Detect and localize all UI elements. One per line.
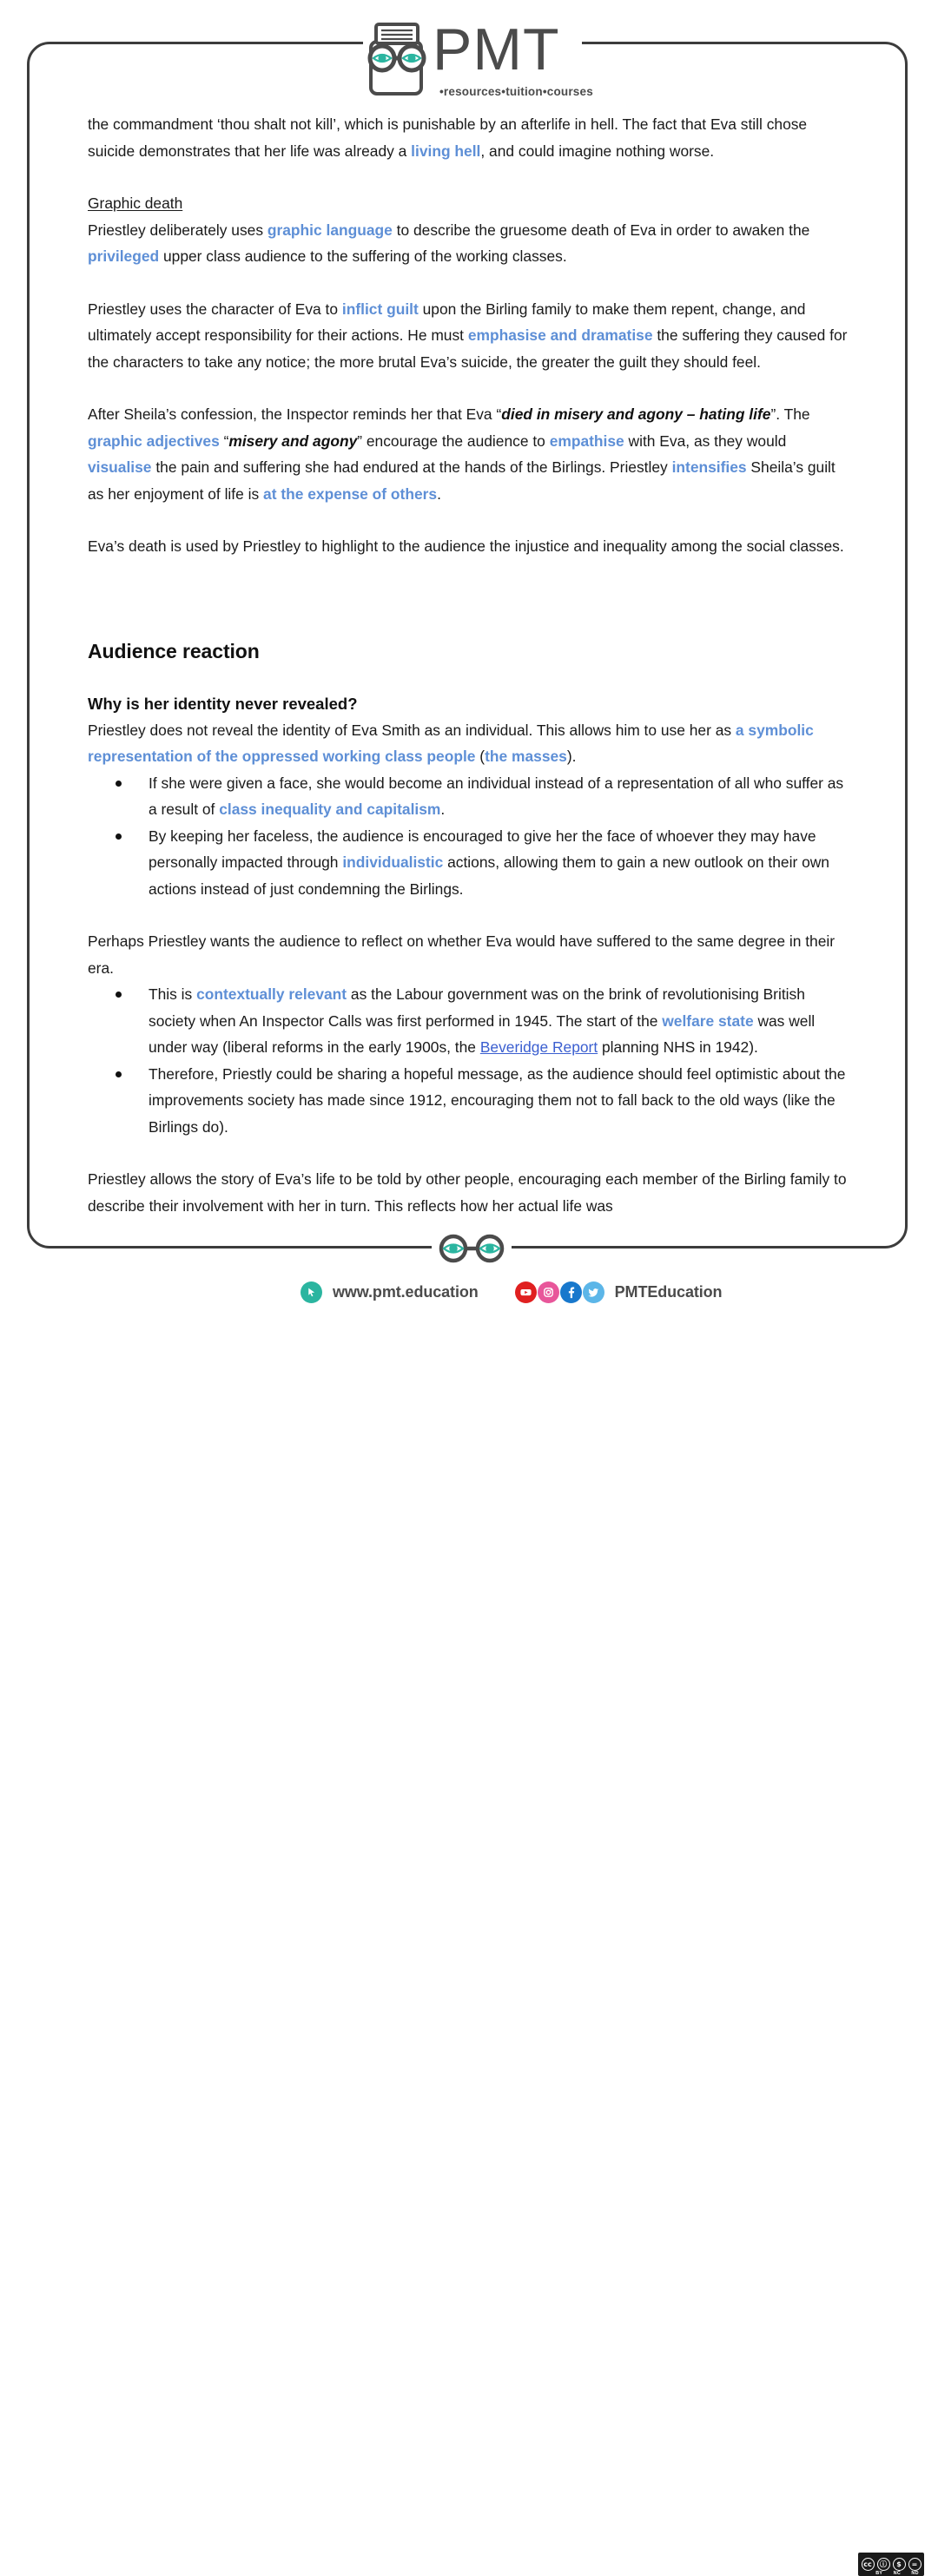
highlight-privileged: privileged [88, 247, 160, 265]
highlight-emphasise-dramatise: emphasise and dramatise [467, 326, 653, 344]
text-run: ( [475, 748, 486, 765]
text-run: . [437, 484, 441, 503]
cc-label-nd: ND [911, 2571, 919, 2576]
highlight-graphic-language: graphic language [267, 221, 393, 239]
footer-website[interactable]: www.pmt.education [333, 1282, 479, 1301]
instagram-icon[interactable] [538, 1281, 559, 1303]
highlight-symbolic-representation: a symbolic representation of the oppressed working class people [88, 721, 814, 765]
text-run: . [440, 800, 446, 818]
paragraph-misery-agony [88, 401, 852, 507]
cc-nc-icon: $ [893, 2558, 906, 2571]
text-run: actions, allowing them to gain a new outlook on their own actions instead of just condemning the Birlings. [149, 853, 829, 898]
cc-by-icon: ⓘ [877, 2558, 890, 2571]
bullet-list-identity [88, 770, 852, 903]
highlight-contextually-relevant: contextually relevant [196, 985, 347, 1003]
text-run: This is [149, 985, 197, 1003]
highlight-inflict-guilt: inflict guilt [341, 300, 419, 318]
cc-icon: cc [862, 2558, 875, 2571]
logo-wordmark: PMT [433, 16, 560, 82]
text-run: was well under way (liberal reforms in the early 1900s, the [149, 1011, 816, 1056]
text-run: to describe the gruesome death of Eva in order to awaken the [392, 221, 810, 239]
paragraph-reflect-era: Perhaps Priestley wants the audience to reflect on whether Eva would have suffered to the same degree in their era. [88, 932, 836, 977]
facebook-icon[interactable] [560, 1281, 582, 1303]
text-run: upper class audience to the suffering of the working classes. [159, 247, 567, 265]
highlight-expense-of-others: at the expense of others [263, 484, 438, 503]
list-item [88, 770, 852, 823]
cc-label-row [858, 2571, 924, 2576]
twitter-icon[interactable] [583, 1281, 604, 1303]
text-run: upon the Birling family to make them repent, change, and ultimately accept responsibility for their actions. He must [88, 300, 806, 344]
highlight-visualise: visualise [88, 458, 152, 476]
highlight-class-inequality: class inequality and capitalism [219, 800, 441, 818]
highlight-individualistic: individualistic [342, 853, 444, 871]
text-run: Priestley uses the character of Eva to [88, 300, 342, 318]
text-run: planning NHS in 1942). [598, 1038, 758, 1056]
cc-label-nc: NC [893, 2571, 902, 2576]
pmt-logo [363, 16, 593, 101]
highlight-graphic-adjectives: graphic adjectives [88, 432, 220, 450]
highlight-living-hell: living hell [411, 142, 481, 160]
text-run: Priestley deliberately uses [88, 221, 268, 239]
paragraph-graphic-language [88, 217, 852, 270]
footer-handle[interactable]: PMTEducation [614, 1282, 723, 1301]
highlight-welfare-state: welfare state [662, 1011, 754, 1030]
text-run: ” encourage the audience to [357, 432, 550, 450]
text-run: ). [566, 748, 577, 765]
text-run: the pain and suffering she had endured at the hands of the Birlings. Priestley [151, 458, 672, 476]
document-content [88, 111, 852, 1219]
quote-misery-and-agony: misery and agony [228, 432, 358, 450]
heading-graphic-death: Graphic death [88, 194, 183, 212]
creative-commons-badge[interactable] [858, 2553, 924, 2576]
bullet-list-context [88, 981, 852, 1140]
cursor-icon [301, 1281, 322, 1303]
highlight-the-masses: the masses [485, 748, 567, 765]
youtube-icon[interactable] [515, 1281, 537, 1303]
paragraph-commandment [88, 111, 852, 164]
text-run: the commandment ‘thou shalt not kill’, which is punishable by an afterlife in hell. The fact that Eva still chose suicide demonstrates that her life was already a [88, 115, 808, 160]
list-item: Therefore, Priestly could be sharing a hopeful message, as the audience should feel optimistic about the improvements society has made since 1912, encouraging them not to fall back to the old ways (like the Birlings do). [88, 1061, 852, 1141]
subsection-title-identity: Why is her identity never revealed? [88, 694, 358, 713]
text-run: Priestley does not reveal the identity of Eva Smith as an individual. This allows him to use her as [88, 721, 736, 739]
highlight-intensifies: intensifies [671, 458, 747, 476]
text-run: By keeping her faceless, the audience is encouraged to give her the face of whoever they may have personally impacted through [149, 827, 816, 871]
text-run: Sheila’s guilt as her enjoyment of life is [88, 458, 836, 503]
paragraph-injustice: Eva’s death is used by Priestley to highlight to the audience the injustice and inequality among the social classes. [88, 537, 844, 555]
page-footer [0, 1275, 938, 2576]
text-run: , and could imagine nothing worse. [480, 142, 715, 160]
logo-tagline: •resources•tuition•courses [439, 85, 593, 98]
text-run: “ [219, 432, 229, 450]
paragraph-inflict-guilt [88, 296, 852, 376]
text-run: as the Labour government was on the brink of revolutionising British society when An Inspector Calls was first performed in 1945. The start of the [149, 985, 805, 1030]
quote-died-in-misery: died in misery and agony – hating life [501, 405, 771, 423]
list-item [88, 981, 852, 1061]
social-icon-group [515, 1281, 604, 1303]
text-run: If she were given a face, she would become an individual instead of a representation of all who suffer as a result of [149, 774, 844, 818]
cc-nd-icon: = [908, 2558, 921, 2571]
paragraph-symbolic-representation [88, 717, 852, 770]
paragraph-story-told: Priestley allows the story of Eva’s life to be told by other people, encouraging each member of the Birling family to describe their involvement with her in turn. This reflects how her actual life was [88, 1170, 847, 1215]
text-run: with Eva, as they would [624, 432, 787, 450]
link-beveridge-report[interactable]: Beveridge Report [479, 1038, 598, 1056]
text-run: After Sheila’s confession, the Inspector reminds her that Eva “ [88, 405, 502, 423]
cc-label-by: BY [875, 2571, 883, 2576]
page-title: Audience reaction [88, 639, 260, 662]
glasses-icon [433, 1233, 511, 1264]
highlight-empathise: empathise [549, 432, 624, 450]
list-item [88, 823, 852, 903]
text-run: the suffering they caused for the characters to take any notice; the more brutal Eva’s suicide, the greater the guilt they should feel. [88, 326, 848, 371]
book-glasses-icon [363, 21, 431, 97]
text-run: ”. The [770, 405, 810, 423]
